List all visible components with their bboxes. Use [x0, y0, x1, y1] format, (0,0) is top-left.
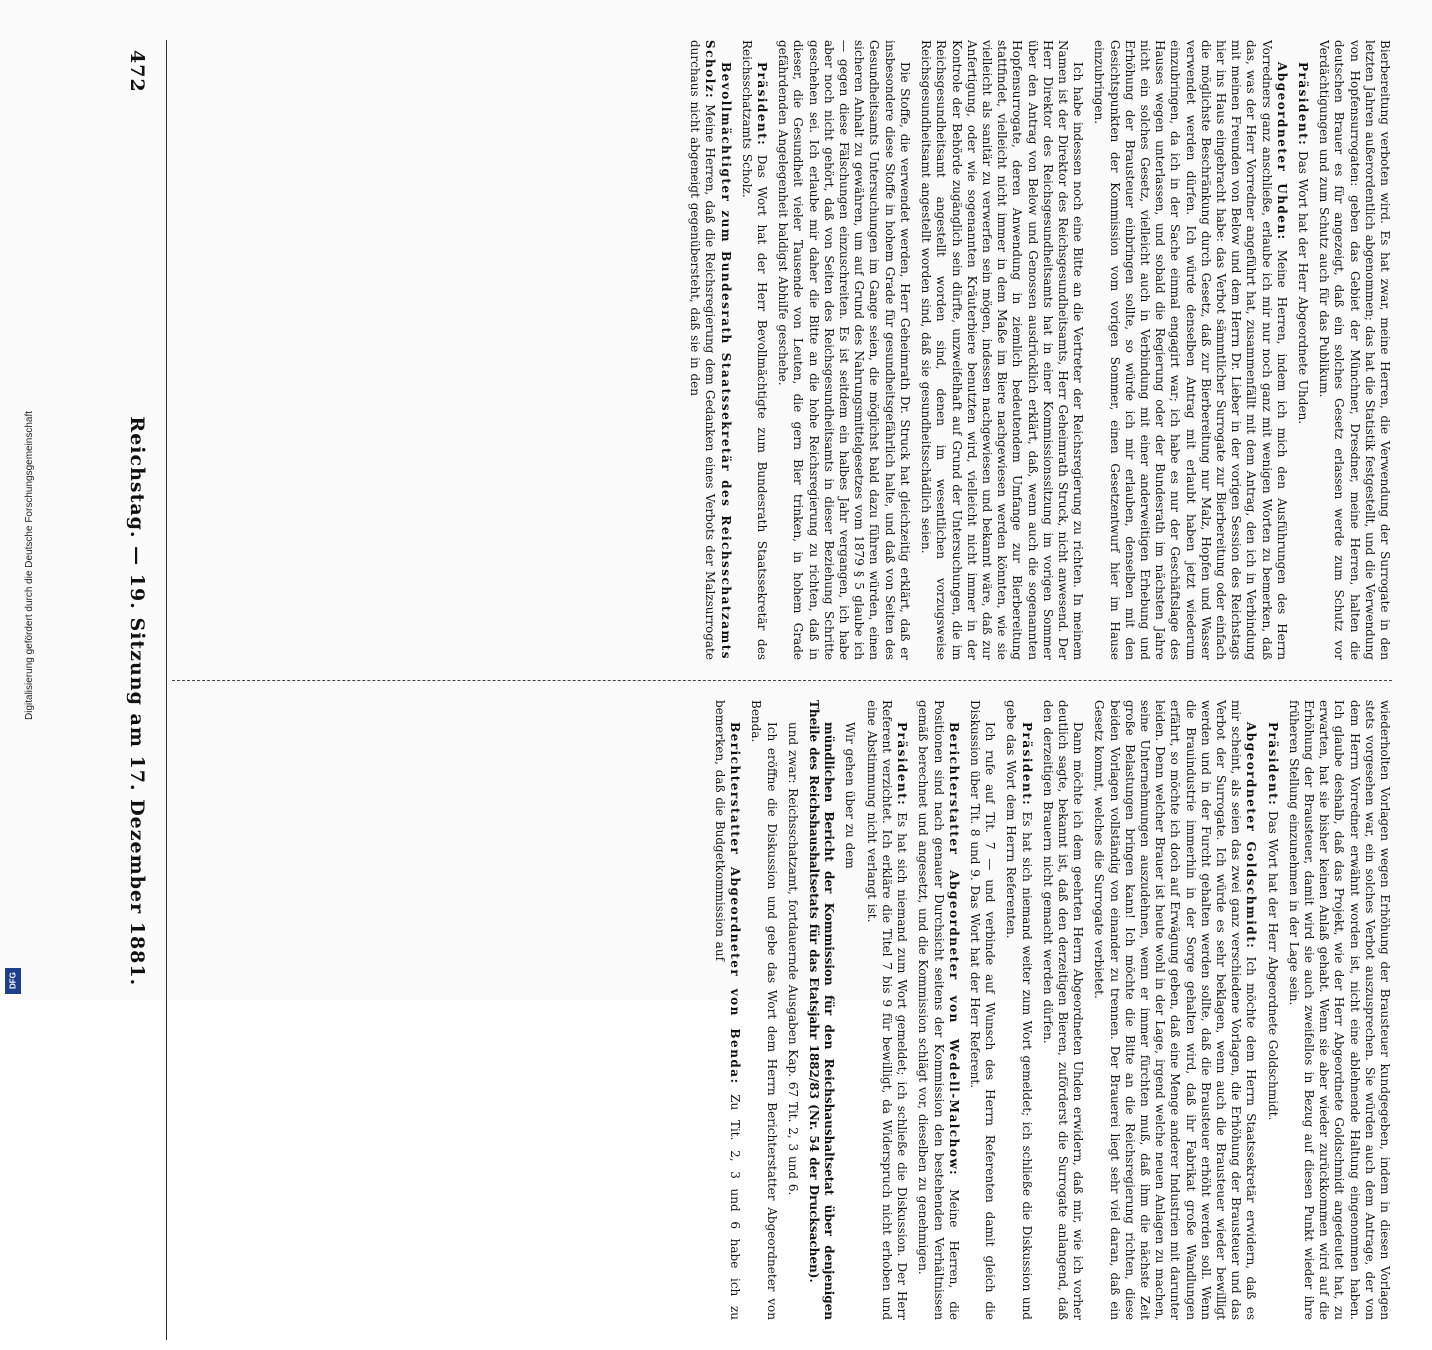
- paragraph-text: mündlichen Bericht der Kommission für den Reichshaushaltsetat über denjenigen Theile des Reichshaushaltsetats für das Etatsjahr 1882/83 (Nr. 54 der Drucksachen).: [807, 700, 837, 1320]
- paragraph-text: Ich möchte dem Herrn Staatssekretär erwidern, daß es mir scheint, als seien das zwei ganz verschiedene Vorlagen, die Erhöhung der Brausteuer und das Verbot der Surrogate. Ich würde es sehr beklagen, wenn auch die Brausteuer wieder bewilligt werden und in der Furcht gehalten werden sollte, daß die Brausteuer erhöht werden soll. Wenn die Brauindustrie immerhin in der Sorge gehalten wird, daß ihr Fabrikat große Wandlungen erfährt, so möchte ich doch auf Erwägung geben, daß eine Menge anderer Industrien mit darunter leiden. Denn welcher Brauer ist heute wohl in der Lage, irgend welche neuen Anlagen zu machen, seine Unternehmungen auszudehnen, wenn er immer fürchten muß, daß ihm die nächste Zeit große Belastungen bringen kann! Ich möchte die Bitte an die Reichsregierung richten, diese beiden Vorlagen vollständig von einander zu trennen. Der Brauerei liegt sehr viel daran, daß ein Gesetz kommt, welches die Surrogate verbietet.: [1092, 700, 1259, 1320]
- speaker-name: Berichterstatter Abgeordneter von Benda:: [728, 722, 743, 1085]
- speaker-name: Präsident:: [755, 62, 770, 147]
- right-text-column: [172, 700, 1392, 1320]
- paragraph: [1264, 700, 1279, 1320]
- page-number: 472: [126, 50, 148, 93]
- paragraph-text: Ich eröffne die Diskussion und gebe das Wort dem Herrn Berichterstatter Abgeordneter von Benda.: [749, 700, 779, 1320]
- paragraph-text: Es hat sich niemand weiter zum Wort gemeldet; ich schließe die Diskussion und gebe das Wort dem Herrn Referenten.: [1004, 700, 1034, 1320]
- paragraph-text: Zu Tit. 2, 3 und 6 habe ich zu bemerken, daß die Budgetkommission auf: [713, 700, 743, 1320]
- paragraph-text: Die Stoffe, die verwendet werden, Herr Geheimrath Dr. Struck hat gleichzeitig erklärt, daß er insbesondere diese Stoffe in hohem Grade für gesundheitsgefährlich halte, und daß von Seiten des Gesundheitsamts Untersuchungen im Gange seien, die möglichst bald dazu führen würden, einen sicheren Anhalt zu gewähren, um auf Grund des Nahrungsmittelgesetzes vom 1879 § 5 glaube ich — gegen diese Fälschungen einzuschreiten. Es ist seitdem ein halbes Jahr vergangen, ich habe aber noch nicht gehört, daß von Seiten des Reichsgesundheitsamts in dieser Beziehung Schritte geschehen sei. Ich erlaube mir daher die Bitte an die hohe Reichsregierung zu richten, daß in dieser, die Gesundheit vieler Tausende von Leuten, die gern Bier trinken, in hohem Grade gefährdenden Angelegenheit baldigst Abhilfe geschehe.: [776, 40, 912, 660]
- speaker-name: Präsident:: [1019, 722, 1034, 807]
- paragraph-text: Wir gehen über zu dem: [843, 722, 858, 869]
- paragraph-text: Meine Herren, daß die Reichsregierung dem Gedanken eines Verbots der Malzsurrogate durchaus nicht abgeneigt gegenübersteht, daß sie in den: [688, 40, 718, 660]
- paragraph: [712, 700, 742, 1320]
- column-divider: [172, 680, 1392, 681]
- paragraph: [806, 700, 836, 1320]
- paragraph: [1286, 700, 1392, 1320]
- dfg-logo: [5, 968, 21, 994]
- paragraph: [785, 700, 800, 1320]
- paragraph: [864, 700, 910, 1320]
- paragraph-text: Das Wort hat der Herr Abgeordnete Uhden.: [1295, 151, 1310, 425]
- speaker-name: Abgeordneter Goldschmidt:: [1244, 722, 1259, 950]
- left-text-column: [172, 40, 1392, 660]
- paragraph: [739, 40, 769, 660]
- paragraph-text: Das Wort hat der Herr Abgeordnete Goldschmidt.: [1265, 811, 1280, 1121]
- dfg-logo-text: DFG: [8, 972, 18, 990]
- paragraph-text: Das Wort hat der Herr Bevollmächtigte zum Bundesrath Staatssekretär des Reichsschatzamts Scholz.: [739, 40, 770, 660]
- page-header: [122, 50, 152, 1350]
- paragraph: [775, 40, 912, 660]
- paragraph: [915, 700, 961, 1320]
- footer-credit: Digitalisierung gefördert durch die Deutsche Forschungsgemeinschaft: [24, 410, 35, 720]
- paragraph-text: wiederholten Vorlagen wegen Erhöhung der Brausteuer kundgegeben, indem in diesen Vorlagen stets vorgesehen war, ein solches Verbot auszusprechen. Sie würden auch dem Antrage, der von dem Herrn Vorredner erwähnt worden ist, nicht eine ablehnende Haltung eingenommen haben. Ich glaube deshalb, daß das Projekt, wie der Herr Abgeordnete Goldschmidt angedeutet hat, zu erwarten, hat sie bisher keinen Anlaß gehabt. Wenn sie aber wieder zurückkommen wird auf die Erhöhung der Brausteuer, damit wird sie auch zweifellos in Bezug auf diesen Punkt wieder ihre früheren Stellung einzunehmen in der Lage sein.: [1286, 700, 1392, 1320]
- paragraph-text: Ich habe indessen noch eine Bitte an die Vertreter der Reichsregierung zu richten. In meinem Namen ist der Direktor des Reichsgesundheitsamts, Herr Geheimrath Struck, nicht anwesend. Der Herr Direktor des Reichsgesundheitsamts hat in einer Kommissionssitzung im vorigen Sommer über den Antrag von Below und Genossen ausdrücklich erklärt, daß, wenn auch die sogenannten Hopfensurrogate, deren Anwendung in ziemlich bedeutendem Umfange zur Bierbereitung stattfindet, vielleicht nicht immer in dem Maße im Biere nachgewiesen werden könnten, wie sie vielleicht als sanitär zu verwerfen sein mögen, indessen nachgewiesen und bekannt wäre, daß zur Anfertigung, oder wie sogenannten Kräuterbiere benutzten wird, vielleicht nicht immer in der Kontrole der Behörde zugänglich sein dürfte, unzweifelhaft auf Grund der Untersuchungen, die im Reichsgesundheitsamt angestellt worden sind, denen im wesentlichen vorzugsweise Reichsgesundheitsamt angestellt worden sind, daß sie gesundheitsschädlich seien.: [919, 40, 1086, 660]
- paragraph: [748, 700, 778, 1320]
- paragraph: [1040, 700, 1086, 1320]
- speaker-name: Berichterstatter Abgeordneter von Wedell-Malchow:: [946, 722, 961, 1177]
- paragraph-text: Meine Herren, die Positionen sind nach genauer Durchsicht seitens der Kommission den bestehenden Verhältnissen gemäß berechnet und angesetzt, und die Kommission schlägt vor, dieselben zu genehmigen.: [916, 700, 961, 1320]
- paragraph-text: und zwar: Reichsschatzamt, fortdauernde Ausgaben Kap. 67 Tit. 2, 3 und 6.: [785, 722, 800, 1196]
- paragraph: [1003, 700, 1033, 1320]
- speaker-name: Präsident:: [895, 722, 910, 807]
- paragraph: [687, 40, 733, 660]
- paragraph: [1295, 40, 1310, 660]
- paragraph: [1091, 40, 1289, 660]
- paragraph: [842, 700, 857, 1320]
- paragraph: [918, 40, 1085, 660]
- speaker-name: Präsident:: [1295, 62, 1310, 147]
- speaker-name: Abgeordneter Uhden:: [1274, 62, 1289, 241]
- paragraph-text: Bierbereitung verboten wird. Es hat zwar, meine Herren, die Verwendung der Surrogate in den letzten Jahren außerordentlich abgenommen; das hat die Statistik festgestellt, und die Verwendung von Hopfensurrogaten: geben das Gebiet der Münchner, Dresdner, meine Herren, halten die deutschen Brauer es für angezeigt, daß ein solches Gesetz erlassen werde zum Schutz vor Verdächtigungen und zum Schutz auch für das Publikum.: [1317, 40, 1392, 660]
- header-rule: [166, 40, 167, 1340]
- paragraph-text: Es hat sich niemand zum Wort gemeldet; ich schließe die Diskussion. Der Herr Referent verzichtet. Ich erkläre die Titel 7 bis 9 für bewilligt, da Widerspruch nicht erhoben und eine Abstimmung nicht verlangt ist.: [864, 700, 910, 1320]
- speaker-name: Bevollmächtigter zum Bundesrath Staatssekretär des Reichsschatzamts Scholz:: [703, 40, 733, 660]
- paragraph-text: Meine Herren, indem ich mich den Ausführungen des Herrn Vorredners ganz anschließe, erlaube ich mir nur noch ganz mit wenigen Worten zu bemerken, daß das, was der Herr Vorredner angeführt hat, zusammenfällt mit dem Antrag, den ich in Verbindung mit meinen Freunden von Below und dem Herrn Dr. Lieber in der vorigen Session des Reichstags hier ins Haus eingebracht habe: das Verbot sämmtlicher Surrogate zur Bierbereitung oder einfach die möglichste Beschränkung durch Gesetz, daß zur Bierbereitung nur Malz, Hopfen und Wasser verwendet werden dürfen. Ich würde denselben Antrag mit erlaubt haben jetzt wiederum einzubringen, da ich in der Sache einmal engagirt war; ich habe es nur der Geschäftslage des Hauses wegen unterlassen, und sobald die Regierung oder der Bundesrath im nächsten Jahre nicht ein solches Gesetz, vielleicht auch in Verbindung mit einer anderweitigen Erhebung und Erhöhung der Brausteuer einbringen sollte, so würde ich mir erlauben, denselben mit den Gesichtspunkten der Kommission vom vorigen Sommer, einen Gesetzentwurf hier im Hause einzubringen.: [1092, 40, 1289, 660]
- digitization-footer: [2, 0, 35, 1000]
- paragraph: [1091, 700, 1258, 1320]
- paragraph: [967, 700, 997, 1320]
- running-title: Reichstag. — 19. Sitzung am 17. Dezember 1881.: [126, 416, 148, 987]
- paragraph: [1316, 40, 1392, 660]
- paragraph-text: Dann möchte ich dem geehrten Herrn Abgeordneten Uhden erwidern, daß mir, wie ich vorher deutlich sagte, bekannt ist, daß den derzeitigen Bieren, zuförderst die Surrogate anlangend, daß den derzeitigen Brauern nicht gemacht werden dürfen.: [1040, 700, 1086, 1320]
- paragraph-text: Ich rufe auf Tit. 7 — und verbinde auf Wunsch des Herrn Referenten damit gleich die Diskussion über Tit. 8 und 9. Das Wort hat der Herr Referent.: [967, 700, 998, 1320]
- speaker-name: Präsident:: [1265, 722, 1280, 807]
